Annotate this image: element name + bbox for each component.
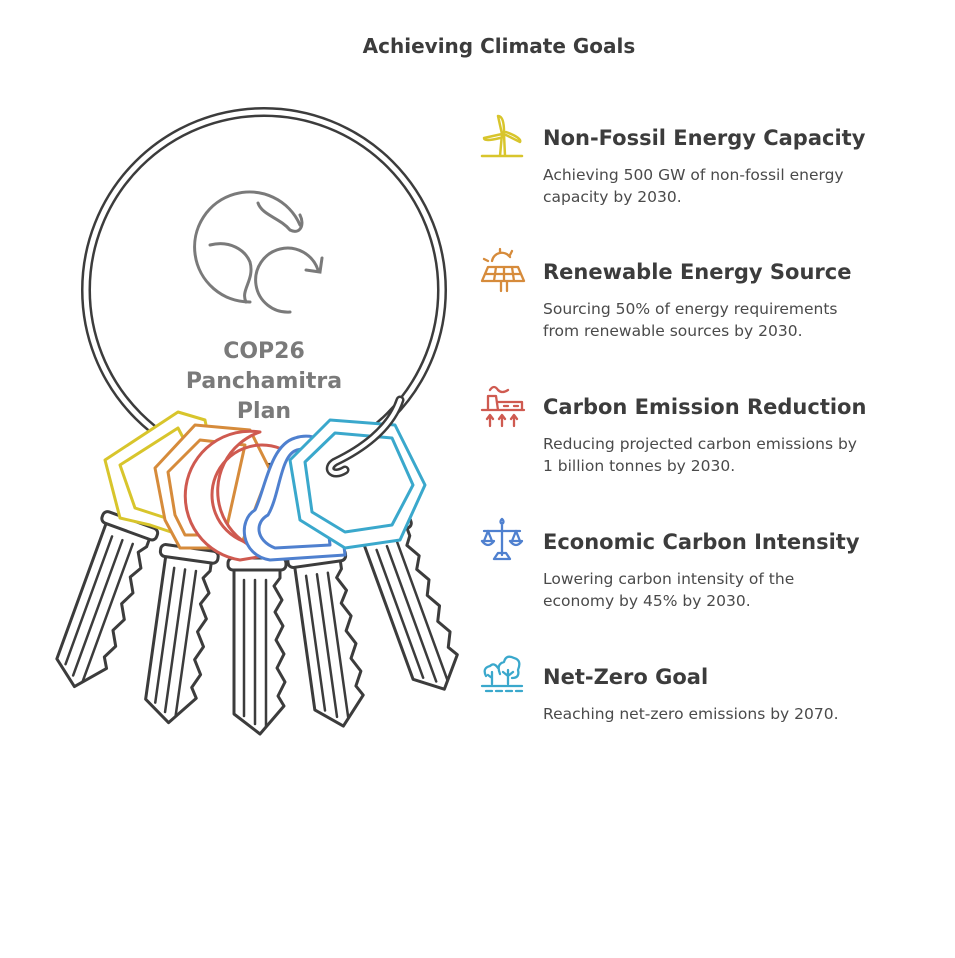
goal-item-carbon-intensity xyxy=(543,528,943,612)
trees-icon xyxy=(478,650,526,698)
diagram-title: Achieving Climate Goals xyxy=(362,34,636,58)
globe-recycle-icon xyxy=(195,192,322,312)
goal-description xyxy=(543,433,943,477)
goal-title: Net-Zero Goal xyxy=(543,665,709,689)
desc-line: Achieving 500 GW of non-fossil energy xyxy=(543,166,844,184)
key-2 xyxy=(137,544,219,726)
desc-line: Lowering carbon intensity of the xyxy=(543,570,795,588)
goal-title: Renewable Energy Source xyxy=(543,260,852,284)
center-label-line3: Plan xyxy=(236,399,292,424)
center-label xyxy=(164,337,364,427)
desc-line: capacity by 2030. xyxy=(543,188,682,206)
desc-line: Sourcing 50% of energy requirements xyxy=(543,300,838,318)
wind-turbine-icon xyxy=(478,112,526,160)
goal-item-renewable xyxy=(543,258,943,342)
key-1 xyxy=(44,510,159,695)
goal-item-carbon-emission xyxy=(543,393,943,477)
goal-description xyxy=(543,703,943,725)
desc-line: 1 billion tonnes by 2030. xyxy=(543,457,736,475)
goal-item-net-zero xyxy=(543,663,943,725)
desc-line: Reaching net-zero emissions by 2070. xyxy=(543,705,839,723)
goal-title: Economic Carbon Intensity xyxy=(543,530,860,554)
key-3 xyxy=(228,558,286,734)
goal-description xyxy=(543,568,943,612)
goal-title: Carbon Emission Reduction xyxy=(543,395,867,419)
key-4 xyxy=(287,548,369,730)
desc-line: from renewable sources by 2030. xyxy=(543,322,803,340)
goal-description xyxy=(543,164,943,208)
desc-line: economy by 45% by 2030. xyxy=(543,592,751,610)
center-label-line1: COP26 xyxy=(223,339,305,364)
solar-panel-icon xyxy=(478,247,526,295)
goal-item-non-fossil xyxy=(543,124,943,208)
desc-line: Reducing projected carbon emissions by xyxy=(543,435,857,453)
factory-icon xyxy=(478,380,526,428)
goal-description xyxy=(543,298,943,342)
scale-icon xyxy=(478,515,526,563)
goal-title: Non-Fossil Energy Capacity xyxy=(543,126,866,150)
center-label-line2: Panchamitra xyxy=(185,369,343,394)
